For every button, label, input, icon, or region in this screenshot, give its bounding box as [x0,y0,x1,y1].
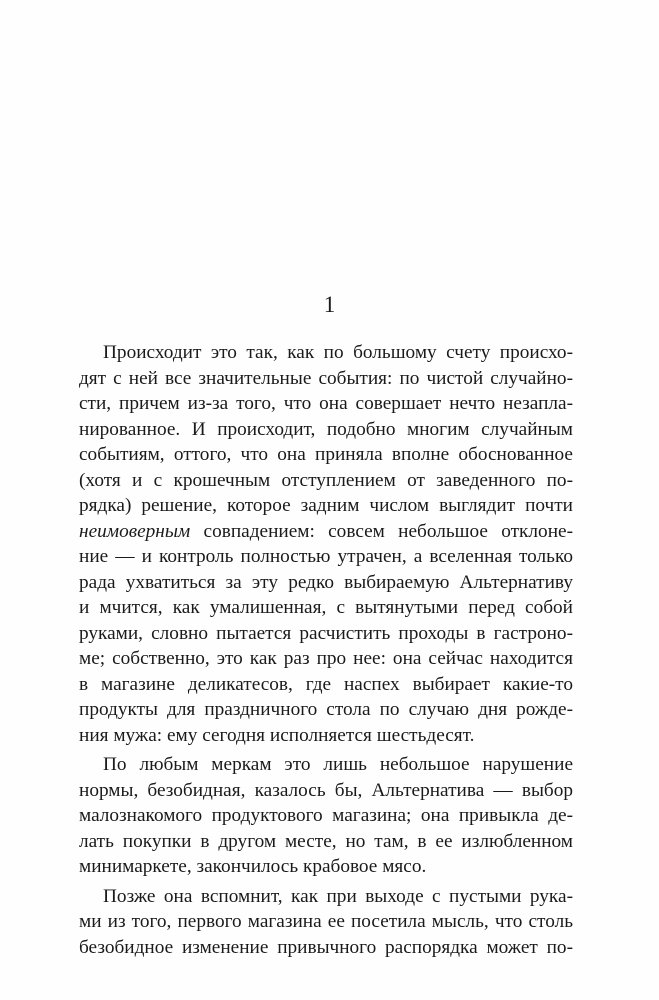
text-line: продукты для праздничного стола по случаю дня рожде- [79,699,573,720]
text-line: минимаркете, закончилось крабовое мясо. [79,856,427,877]
body-text [79,340,573,960]
chapter-number: 1 [323,292,336,317]
text-line [79,519,573,545]
text-line: нированное. И происходит, подобно многим случайным [79,418,573,440]
text-line: дят с ней все значительные события: по чистой случайно- [79,367,573,389]
text-line: ми из того, первого магазина ее посетила мысль, что столь [79,911,573,932]
text-line: в магазине деликатесов, где наспех выбирает какие-то [79,673,573,695]
text-line: и мчится, как умалишенная, с вытянутыми перед собой [79,597,573,618]
italic-word: неимоверным [79,520,191,542]
text-line: По любым меркам это лишь небольшое нарушение [103,754,573,775]
text-line: ния мужа: ему сегодня исполняется шестьдесят. [79,724,475,746]
text-line: сти, причем из-за того, что она совершает нечто незапла- [79,393,573,414]
text-line: безобидное изменение привычного распорядка может по- [79,936,573,958]
text-line: рядка) решение, которое задним числом выглядит почти [79,495,573,516]
text-line: (хотя и с крошечным отступлением от заведенного по- [79,469,573,491]
paragraph [79,884,573,961]
text-line: ние — и контроль полностью утрачен, а вселенная только [79,546,573,567]
text-line: событиям, оттого, что она приняла вполне обоснованное [79,444,573,465]
text-line: лать покупки в другом месте, но там, в ее излюбленном [79,830,573,852]
paragraph [79,340,573,748]
text-line: нормы, безобидная, казалось бы, Альтернатива — выбор [79,779,573,801]
paragraph [79,752,573,880]
text-line: малознакомого продуктового магазина; она привыкла де- [79,805,573,826]
text-line: Происходит это так, как по большому счету происхо- [103,342,573,363]
text-line: Позже она вспомнит, как при выходе с пустыми рука- [103,885,573,907]
text-line-rest: совпадением: совсем небольшое отклоне- [190,520,573,542]
text-line: рада ухватиться за эту редко выбираемую Альтернативу [79,571,573,593]
text-line: руками, словно пытается расчистить проходы в гастроно- [79,622,573,644]
text-line: ме; собственно, это как раз про нее: она сейчас находится [79,648,573,669]
